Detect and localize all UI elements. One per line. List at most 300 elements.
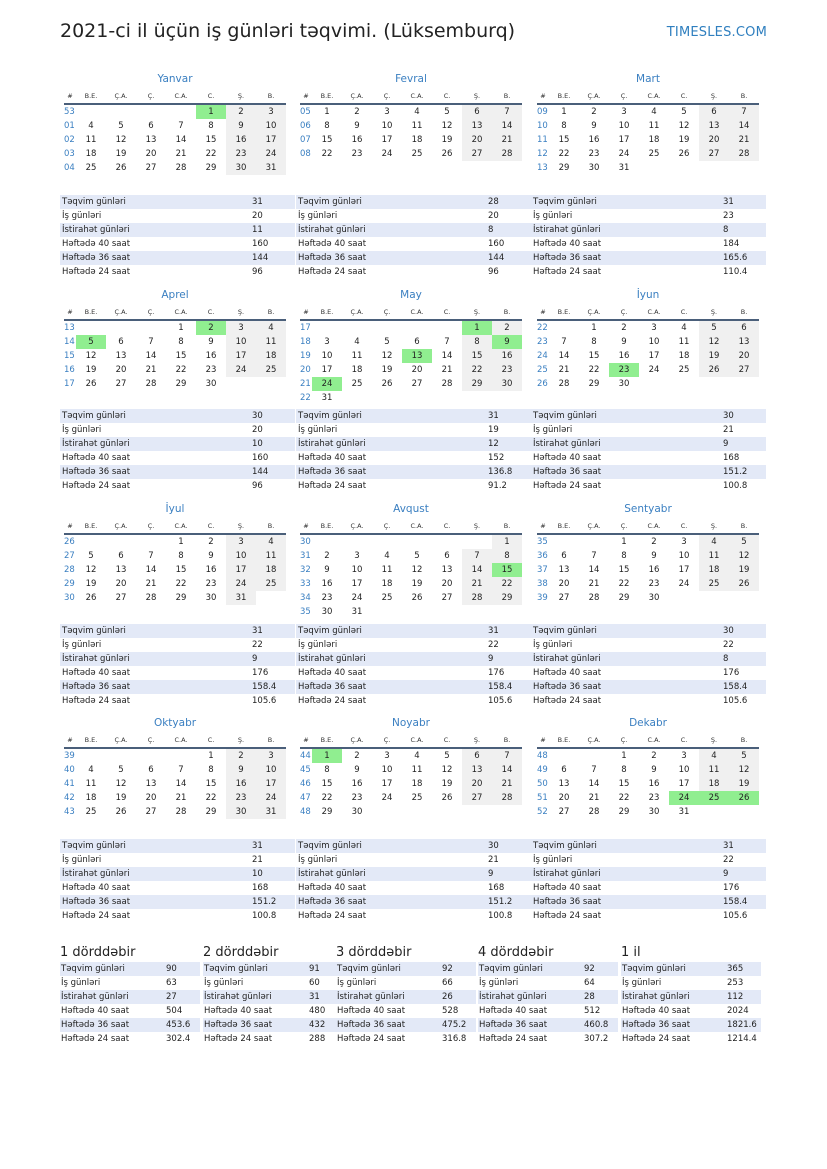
day-cell[interactable] [372,535,402,549]
day-cell[interactable] [669,161,699,175]
day-cell[interactable]: 18 [411,779,423,789]
day-cell[interactable]: 22 [175,579,187,589]
day-cell[interactable] [549,321,579,335]
day-cell[interactable]: 3 [384,751,390,761]
day-cell[interactable]: 4 [699,749,729,763]
day-cell[interactable]: 10 [678,765,690,775]
day-cell[interactable]: 8 [621,765,627,775]
day-cell[interactable]: 10 [381,121,393,131]
day-cell[interactable] [699,377,729,391]
day-cell[interactable]: 5 [681,107,687,117]
day-cell[interactable]: 31 [351,607,363,617]
day-cell[interactable]: 12 [678,121,690,131]
day-cell[interactable]: 26 [678,149,690,159]
day-cell[interactable]: 23 [205,579,217,589]
day-cell[interactable]: 15 [321,135,333,145]
day-cell[interactable]: 25 [411,793,423,803]
day-cell[interactable]: 16 [205,565,217,575]
day-cell[interactable]: 22 [205,149,217,159]
day-cell[interactable]: 30 [351,807,363,817]
day-cell[interactable]: 17 [648,351,660,361]
day-cell[interactable]: 28 [492,791,522,805]
day-cell[interactable]: 14 [175,135,187,145]
day-cell[interactable] [462,605,492,619]
day-cell[interactable] [402,605,432,619]
day-cell[interactable]: 10 [226,335,256,349]
day-cell[interactable]: 19 [85,365,97,375]
day-cell[interactable]: 2 [196,321,226,335]
day-cell[interactable] [462,535,492,549]
day-cell[interactable]: 17 [321,365,333,375]
day-cell[interactable]: 28 [145,593,157,603]
day-cell[interactable]: 13 [729,335,759,349]
day-cell[interactable]: 28 [729,147,759,161]
day-cell[interactable]: 5 [414,551,420,561]
day-cell[interactable]: 16 [205,351,217,361]
day-cell[interactable]: 18 [678,351,690,361]
day-cell[interactable]: 9 [651,551,657,561]
day-cell[interactable]: 17 [226,349,256,363]
day-cell[interactable]: 8 [208,765,214,775]
day-cell[interactable]: 29 [558,163,570,173]
day-cell[interactable]: 27 [115,593,127,603]
day-cell[interactable]: 1 [178,323,184,333]
day-cell[interactable]: 8 [561,121,567,131]
day-cell[interactable]: 6 [148,121,154,131]
day-cell[interactable] [492,391,522,405]
day-cell[interactable]: 28 [492,147,522,161]
day-cell[interactable]: 7 [148,337,154,347]
day-cell[interactable]: 1 [621,751,627,761]
day-cell[interactable]: 1 [208,751,214,761]
day-cell[interactable]: 1 [561,107,567,117]
day-cell[interactable]: 11 [256,335,286,349]
day-cell[interactable]: 19 [729,563,759,577]
day-cell[interactable]: 22 [618,579,630,589]
day-cell[interactable]: 24 [256,147,286,161]
day-cell[interactable]: 10 [678,551,690,561]
day-cell[interactable]: 14 [145,351,157,361]
day-cell[interactable]: 24 [381,149,393,159]
day-cell[interactable]: 20 [145,793,157,803]
day-cell[interactable]: 4 [414,107,420,117]
day-cell[interactable]: 1 [312,749,342,763]
day-cell[interactable]: 15 [618,565,630,575]
day-cell[interactable]: 11 [648,121,660,131]
day-cell[interactable]: 14 [492,763,522,777]
brand-link[interactable]: TIMESLES.COM [666,25,767,40]
day-cell[interactable]: 19 [115,793,127,803]
day-cell[interactable]: 18 [256,563,286,577]
day-cell[interactable]: 20 [729,349,759,363]
day-cell[interactable]: 25 [699,791,729,805]
day-cell[interactable]: 7 [462,549,492,563]
day-cell[interactable]: 5 [384,337,390,347]
day-cell[interactable]: 9 [226,763,256,777]
day-cell[interactable]: 8 [178,337,184,347]
day-cell[interactable]: 8 [492,549,522,563]
day-cell[interactable]: 8 [178,551,184,561]
day-cell[interactable]: 27 [145,163,157,173]
day-cell[interactable]: 24 [678,579,690,589]
day-cell[interactable]: 3 [384,107,390,117]
day-cell[interactable]: 11 [85,135,97,145]
day-cell[interactable]: 22 [321,149,333,159]
day-cell[interactable]: 26 [729,791,759,805]
day-cell[interactable]: 26 [411,593,423,603]
day-cell[interactable]: 8 [462,335,492,349]
day-cell[interactable]: 4 [88,765,94,775]
day-cell[interactable]: 25 [85,163,97,173]
day-cell[interactable]: 11 [351,351,363,361]
day-cell[interactable] [462,391,492,405]
day-cell[interactable]: 29 [205,807,217,817]
day-cell[interactable]: 22 [558,149,570,159]
day-cell[interactable]: 22 [321,793,333,803]
day-cell[interactable]: 6 [561,551,567,561]
day-cell[interactable]: 18 [85,149,97,159]
day-cell[interactable] [76,321,106,335]
day-cell[interactable]: 7 [729,105,759,119]
day-cell[interactable]: 13 [699,119,729,133]
day-cell[interactable] [342,321,372,335]
day-cell[interactable]: 1 [492,535,522,549]
day-cell[interactable]: 15 [588,351,600,361]
day-cell[interactable]: 19 [678,135,690,145]
day-cell[interactable]: 16 [351,779,363,789]
day-cell[interactable]: 8 [324,765,330,775]
day-cell[interactable] [372,391,402,405]
day-cell[interactable]: 28 [175,807,187,817]
day-cell[interactable]: 25 [699,577,729,591]
day-cell[interactable]: 14 [588,779,600,789]
day-cell[interactable] [492,805,522,819]
day-cell[interactable]: 17 [678,565,690,575]
day-cell[interactable]: 13 [402,349,432,363]
day-cell[interactable] [432,535,462,549]
day-cell[interactable]: 17 [381,135,393,145]
day-cell[interactable]: 4 [699,535,729,549]
day-cell[interactable]: 19 [85,579,97,589]
day-cell[interactable]: 25 [85,807,97,817]
day-cell[interactable]: 29 [321,807,333,817]
day-cell[interactable]: 10 [321,351,333,361]
day-cell[interactable]: 23 [226,147,256,161]
day-cell[interactable]: 30 [205,379,217,389]
day-cell[interactable]: 2 [226,749,256,763]
day-cell[interactable] [432,605,462,619]
day-cell[interactable]: 11 [411,765,423,775]
day-cell[interactable]: 11 [699,549,729,563]
day-cell[interactable]: 16 [321,579,333,589]
day-cell[interactable]: 14 [588,565,600,575]
day-cell[interactable]: 9 [354,121,360,131]
day-cell[interactable]: 27 [145,807,157,817]
day-cell[interactable]: 18 [256,349,286,363]
day-cell[interactable] [729,805,759,819]
day-cell[interactable]: 5 [88,551,94,561]
day-cell[interactable]: 27 [462,791,492,805]
day-cell[interactable]: 19 [729,777,759,791]
day-cell[interactable]: 29 [618,593,630,603]
day-cell[interactable]: 7 [178,121,184,131]
day-cell[interactable]: 21 [441,365,453,375]
day-cell[interactable]: 12 [441,765,453,775]
day-cell[interactable]: 3 [621,107,627,117]
day-cell[interactable]: 21 [588,793,600,803]
day-cell[interactable]: 12 [85,351,97,361]
day-cell[interactable]: 12 [441,121,453,131]
day-cell[interactable]: 24 [618,149,630,159]
day-cell[interactable]: 27 [411,379,423,389]
day-cell[interactable]: 6 [118,337,124,347]
day-cell[interactable]: 3 [256,105,286,119]
day-cell[interactable]: 24 [226,363,256,377]
day-cell[interactable]: 7 [178,765,184,775]
day-cell[interactable]: 5 [444,751,450,761]
day-cell[interactable]: 30 [588,163,600,173]
day-cell[interactable]: 9 [354,765,360,775]
day-cell[interactable]: 5 [444,107,450,117]
day-cell[interactable]: 30 [648,807,660,817]
day-cell[interactable]: 17 [226,563,256,577]
day-cell[interactable]: 15 [175,351,187,361]
day-cell[interactable]: 24 [312,377,342,391]
day-cell[interactable]: 22 [588,365,600,375]
day-cell[interactable]: 20 [411,365,423,375]
day-cell[interactable]: 21 [175,149,187,159]
day-cell[interactable]: 10 [618,121,630,131]
day-cell[interactable]: 2 [591,107,597,117]
day-cell[interactable]: 20 [558,793,570,803]
day-cell[interactable]: 30 [226,805,256,819]
day-cell[interactable]: 25 [381,593,393,603]
day-cell[interactable]: 15 [492,563,522,577]
day-cell[interactable]: 3 [256,749,286,763]
day-cell[interactable]: 19 [115,149,127,159]
day-cell[interactable]: 9 [651,765,657,775]
day-cell[interactable]: 12 [699,335,729,349]
day-cell[interactable] [256,591,286,605]
day-cell[interactable] [699,805,729,819]
day-cell[interactable] [106,321,136,335]
day-cell[interactable] [136,321,166,335]
day-cell[interactable]: 7 [148,551,154,561]
day-cell[interactable]: 3 [651,323,657,333]
day-cell[interactable]: 15 [175,565,187,575]
day-cell[interactable]: 26 [85,379,97,389]
day-cell[interactable]: 28 [462,591,492,605]
day-cell[interactable]: 16 [648,779,660,789]
day-cell[interactable]: 3 [681,537,687,547]
day-cell[interactable]: 17 [678,779,690,789]
day-cell[interactable]: 28 [145,379,157,389]
day-cell[interactable]: 25 [351,379,363,389]
day-cell[interactable]: 4 [651,107,657,117]
day-cell[interactable]: 11 [85,779,97,789]
day-cell[interactable]: 31 [226,591,256,605]
day-cell[interactable]: 2 [226,105,256,119]
day-cell[interactable]: 28 [558,379,570,389]
day-cell[interactable]: 13 [441,565,453,575]
day-cell[interactable]: 17 [618,135,630,145]
day-cell[interactable]: 30 [321,607,333,617]
day-cell[interactable]: 8 [208,121,214,131]
day-cell[interactable]: 25 [411,149,423,159]
day-cell[interactable]: 23 [351,793,363,803]
day-cell[interactable]: 20 [462,133,492,147]
day-cell[interactable] [699,161,729,175]
day-cell[interactable]: 24 [351,593,363,603]
day-cell[interactable]: 2 [354,751,360,761]
day-cell[interactable]: 11 [256,549,286,563]
day-cell[interactable]: 27 [462,147,492,161]
day-cell[interactable]: 13 [558,565,570,575]
day-cell[interactable]: 16 [648,565,660,575]
day-cell[interactable]: 4 [354,337,360,347]
day-cell[interactable]: 25 [256,577,286,591]
day-cell[interactable]: 14 [462,563,492,577]
day-cell[interactable]: 30 [205,593,217,603]
day-cell[interactable] [699,591,729,605]
day-cell[interactable]: 15 [321,779,333,789]
day-cell[interactable]: 14 [441,351,453,361]
day-cell[interactable]: 15 [205,135,217,145]
day-cell[interactable]: 17 [381,779,393,789]
day-cell[interactable]: 13 [558,779,570,789]
day-cell[interactable] [579,535,609,549]
day-cell[interactable]: 27 [558,593,570,603]
day-cell[interactable]: 10 [381,765,393,775]
day-cell[interactable]: 26 [699,363,729,377]
day-cell[interactable] [462,805,492,819]
day-cell[interactable]: 16 [351,135,363,145]
day-cell[interactable]: 23 [492,363,522,377]
day-cell[interactable]: 10 [226,549,256,563]
day-cell[interactable]: 6 [148,765,154,775]
day-cell[interactable]: 5 [118,765,124,775]
day-cell[interactable]: 18 [648,135,660,145]
day-cell[interactable]: 8 [621,551,627,561]
day-cell[interactable]: 24 [648,365,660,375]
day-cell[interactable]: 5 [699,321,729,335]
day-cell[interactable]: 15 [462,349,492,363]
day-cell[interactable]: 31 [321,393,333,403]
day-cell[interactable]: 12 [411,565,423,575]
day-cell[interactable] [312,321,342,335]
day-cell[interactable]: 23 [226,791,256,805]
day-cell[interactable]: 1 [621,537,627,547]
day-cell[interactable]: 12 [729,763,759,777]
day-cell[interactable]: 11 [411,121,423,131]
day-cell[interactable]: 6 [414,337,420,347]
day-cell[interactable]: 1 [591,323,597,333]
day-cell[interactable]: 23 [321,593,333,603]
day-cell[interactable]: 23 [609,363,639,377]
day-cell[interactable] [402,391,432,405]
day-cell[interactable]: 3 [354,551,360,561]
day-cell[interactable]: 6 [444,551,450,561]
day-cell[interactable]: 14 [558,351,570,361]
day-cell[interactable]: 21 [462,577,492,591]
day-cell[interactable]: 27 [729,363,759,377]
day-cell[interactable]: 23 [648,579,660,589]
day-cell[interactable]: 31 [256,161,286,175]
day-cell[interactable]: 20 [699,133,729,147]
day-cell[interactable]: 20 [441,579,453,589]
day-cell[interactable]: 16 [588,135,600,145]
day-cell[interactable] [76,749,106,763]
day-cell[interactable]: 4 [384,551,390,561]
day-cell[interactable] [639,161,669,175]
day-cell[interactable]: 4 [256,321,286,335]
day-cell[interactable]: 10 [256,119,286,133]
day-cell[interactable]: 29 [492,591,522,605]
day-cell[interactable]: 21 [492,777,522,791]
day-cell[interactable]: 20 [558,579,570,589]
day-cell[interactable] [76,535,106,549]
day-cell[interactable] [402,321,432,335]
day-cell[interactable]: 27 [558,807,570,817]
day-cell[interactable]: 21 [492,133,522,147]
day-cell[interactable]: 29 [588,379,600,389]
day-cell[interactable] [372,321,402,335]
day-cell[interactable]: 21 [145,365,157,375]
day-cell[interactable]: 12 [115,135,127,145]
day-cell[interactable]: 18 [411,135,423,145]
day-cell[interactable]: 13 [115,351,127,361]
day-cell[interactable]: 5 [729,535,759,549]
day-cell[interactable]: 11 [699,763,729,777]
day-cell[interactable]: 27 [115,379,127,389]
day-cell[interactable]: 18 [351,365,363,375]
day-cell[interactable]: 3 [324,337,330,347]
day-cell[interactable]: 29 [618,807,630,817]
day-cell[interactable]: 4 [256,535,286,549]
day-cell[interactable] [342,535,372,549]
day-cell[interactable]: 7 [591,551,597,561]
day-cell[interactable]: 30 [648,593,660,603]
day-cell[interactable]: 8 [591,337,597,347]
day-cell[interactable]: 30 [226,161,256,175]
day-cell[interactable] [226,377,256,391]
day-cell[interactable]: 20 [462,777,492,791]
day-cell[interactable]: 2 [324,551,330,561]
day-cell[interactable]: 10 [351,565,363,575]
day-cell[interactable]: 7 [444,337,450,347]
day-cell[interactable]: 12 [85,565,97,575]
day-cell[interactable]: 18 [85,793,97,803]
day-cell[interactable]: 20 [115,579,127,589]
day-cell[interactable]: 22 [175,365,187,375]
day-cell[interactable]: 19 [441,779,453,789]
day-cell[interactable]: 19 [699,349,729,363]
day-cell[interactable]: 28 [175,163,187,173]
day-cell[interactable]: 2 [492,321,522,335]
day-cell[interactable] [669,591,699,605]
day-cell[interactable]: 30 [492,377,522,391]
day-cell[interactable]: 18 [381,579,393,589]
day-cell[interactable]: 17 [351,579,363,589]
day-cell[interactable]: 4 [414,751,420,761]
day-cell[interactable]: 26 [729,577,759,591]
day-cell[interactable]: 28 [588,593,600,603]
day-cell[interactable] [136,535,166,549]
day-cell[interactable]: 14 [145,565,157,575]
day-cell[interactable]: 18 [699,777,729,791]
day-cell[interactable]: 9 [492,335,522,349]
day-cell[interactable]: 7 [492,105,522,119]
